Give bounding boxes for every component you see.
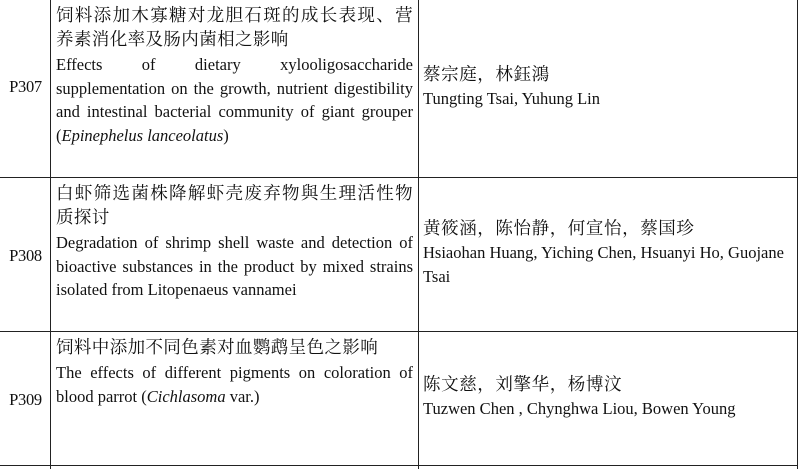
author-cell [419, 0, 798, 177]
title-cell [51, 177, 419, 331]
english-authors: Hsiaohan Huang, Yiching Chen, Hsuanyi Ho, Guojane Tsai [423, 243, 784, 286]
english-authors: Tuzwen Chen , Chynghwa Liou, Bowen Young [423, 399, 736, 418]
english-title-tail: ) [223, 125, 229, 145]
english-title-text: Effects of dietary xylooligosaccharide supplementation on the growth, nutrient digestibility and intestinal bacterial community of giant grouper ( [56, 55, 413, 145]
chinese-title: 饲料中添加不同色素对血鹦鹉呈色之影响 [56, 338, 379, 358]
title-block [56, 336, 413, 408]
english-authors: Tungting Tsai, Yuhung Lin [423, 89, 601, 108]
code-cell [0, 0, 51, 177]
english-title-species: Cichlasoma [146, 386, 226, 406]
title-cell [51, 0, 419, 177]
title-block [56, 182, 413, 302]
author-block [423, 217, 794, 288]
english-title-text: The effects of different pigments on coloration of blood parrot ( [56, 363, 413, 406]
column-divider [50, 0, 51, 469]
table-row [0, 331, 798, 465]
english-title-tail: var.) [225, 386, 260, 406]
row-divider [0, 331, 798, 332]
chinese-authors: 黄筱涵，陈怡静，何宣怡，蔡国珍 [423, 219, 695, 239]
chinese-title: 饲料添加木寡糖对龙胆石斑的成长表现、营养素消化率及肠内菌相之影响 [56, 6, 413, 50]
poster-code: P308 [9, 246, 42, 265]
poster-code: P309 [9, 390, 42, 409]
row-divider [0, 465, 798, 466]
author-cell [419, 331, 798, 465]
chinese-title: 白虾筛选菌株降解虾壳废弃物與生理活性物质探讨 [56, 184, 413, 228]
english-title-species: Epinephelus lanceolatus [61, 125, 224, 145]
english-title [56, 53, 413, 147]
table-row [0, 177, 798, 331]
author-block [423, 63, 794, 111]
author-block [423, 373, 794, 421]
english-title [56, 231, 413, 302]
column-divider [418, 0, 419, 469]
english-title-text: Degradation of shrimp shell waste and detection of bioactive substances in the product by mixed strains isolated from Litopenaeus vannamei [56, 233, 413, 299]
table-row [0, 0, 798, 177]
poster-code: P307 [9, 77, 42, 96]
english-title [56, 361, 413, 408]
title-block [56, 4, 413, 147]
chinese-authors: 陈文慈，刘擎华，杨博汶 [423, 375, 623, 395]
code-cell [0, 331, 51, 465]
code-cell [0, 177, 51, 331]
chinese-authors: 蔡宗庭，林鈺鴻 [423, 65, 550, 85]
row-divider [0, 177, 798, 178]
title-cell [51, 331, 419, 465]
author-cell [419, 177, 798, 331]
